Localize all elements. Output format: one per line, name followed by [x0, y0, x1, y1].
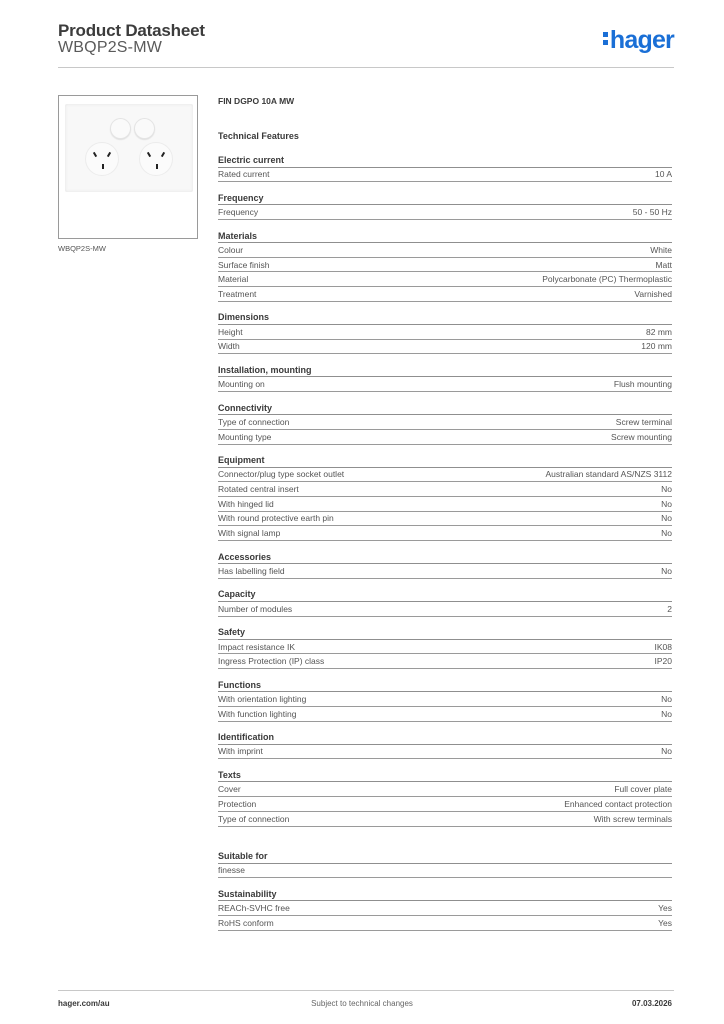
- spec-label: Type of connection: [218, 416, 290, 427]
- spec-section: [218, 364, 672, 392]
- spec-row: [218, 258, 672, 273]
- spec-row: [218, 864, 672, 879]
- spec-value: With screw terminals: [593, 813, 672, 824]
- spec-row: [218, 377, 672, 392]
- spec-value: 50 - 50 Hz: [632, 207, 672, 218]
- spec-row: [218, 325, 672, 340]
- spec-row: [218, 812, 672, 827]
- spec-row: [218, 640, 672, 655]
- spec-section: [218, 731, 672, 759]
- spec-row: [218, 287, 672, 302]
- spec-section: [218, 588, 672, 616]
- spec-label: With orientation lighting: [218, 693, 307, 704]
- spec-row: [218, 654, 672, 669]
- spec-row: [218, 205, 672, 220]
- spec-value: No: [661, 498, 672, 509]
- spec-row: [218, 482, 672, 497]
- spec-label: With round protective earth pin: [218, 513, 334, 524]
- spec-label: Connector/plug type socket outlet: [218, 469, 345, 480]
- spec-row: [218, 782, 672, 797]
- spec-label: Impact resistance IK: [218, 641, 296, 652]
- section-title: Installation, mounting: [218, 364, 672, 378]
- spec-label: Mounting type: [218, 431, 272, 442]
- spec-row: [218, 602, 672, 617]
- spec-row: [218, 564, 672, 579]
- spec-value: Screw mounting: [611, 431, 672, 442]
- spec-row: [218, 901, 672, 916]
- spec-row: [218, 415, 672, 430]
- spec-label: Height: [218, 326, 243, 337]
- footer-website: hager.com/au: [58, 999, 110, 1008]
- spec-value: No: [661, 693, 672, 704]
- section-title: Equipment: [218, 454, 672, 468]
- spec-row: [218, 272, 672, 287]
- extra-spec-sections: [218, 850, 672, 931]
- spec-label: Colour: [218, 244, 244, 255]
- spec-label: RoHS conform: [218, 917, 274, 928]
- right-switch-icon: [134, 118, 155, 139]
- spec-label: Ingress Protection (IP) class: [218, 656, 325, 667]
- socket-plate-illustration: [65, 104, 193, 192]
- spec-label: With signal lamp: [218, 528, 281, 539]
- logo-text: hager: [609, 26, 674, 54]
- spec-value: 82 mm: [646, 326, 672, 337]
- spec-label: Number of modules: [218, 603, 293, 614]
- spec-row: [218, 340, 672, 355]
- spec-value: White: [650, 244, 672, 255]
- spec-label: With hinged lid: [218, 498, 274, 509]
- spec-value: No: [661, 513, 672, 524]
- product-image-caption: WBQP2S-MW: [58, 244, 106, 253]
- section-title: Suitable for: [218, 850, 672, 864]
- technical-features-heading: Technical Features: [218, 131, 299, 141]
- spec-label: Rated current: [218, 169, 270, 180]
- spec-label: With imprint: [218, 746, 263, 757]
- spec-section: [218, 769, 672, 827]
- section-title: Functions: [218, 679, 672, 693]
- section-title: Capacity: [218, 588, 672, 602]
- spec-section: [218, 192, 672, 220]
- spec-section: [218, 230, 672, 302]
- footer-divider: [58, 990, 674, 991]
- spec-value: Flush mounting: [613, 379, 672, 390]
- spec-label: With function lighting: [218, 708, 297, 719]
- product-code: WBQP2S-MW: [58, 39, 163, 56]
- spec-label: Protection: [218, 798, 257, 809]
- spec-label: REACh-SVHC free: [218, 903, 290, 914]
- spec-label: Material: [218, 274, 249, 285]
- section-title: Connectivity: [218, 402, 672, 416]
- spec-label: finesse: [218, 865, 245, 876]
- spec-value: Full cover plate: [614, 784, 672, 795]
- section-title: Materials: [218, 230, 672, 244]
- left-socket-icon: [85, 142, 119, 176]
- spec-row: [218, 512, 672, 527]
- logo-colon-icon: [603, 30, 608, 46]
- section-title: Electric current: [218, 154, 672, 168]
- spec-value: Varnished: [634, 288, 672, 299]
- spec-value: 120 mm: [641, 341, 672, 352]
- section-title: Dimensions: [218, 311, 672, 325]
- spec-label: Has labelling field: [218, 565, 285, 576]
- spec-value: 10 A: [654, 169, 672, 180]
- hager-logo: [603, 26, 674, 55]
- spec-section: [218, 850, 672, 878]
- spec-value: No: [661, 708, 672, 719]
- spec-row: [218, 745, 672, 760]
- spec-label: Surface finish: [218, 259, 270, 270]
- spec-value: Yes: [658, 903, 672, 914]
- spec-row: [218, 526, 672, 541]
- product-name: FIN DGPO 10A MW: [218, 96, 295, 106]
- spec-row: [218, 243, 672, 258]
- spec-label: Cover: [218, 784, 241, 795]
- spec-row: [218, 430, 672, 445]
- spec-row: [218, 707, 672, 722]
- spec-value: No: [661, 528, 672, 539]
- spec-label: Mounting on: [218, 379, 265, 390]
- spec-sections: [218, 154, 672, 827]
- spec-value: Australian standard AS/NZS 3112: [545, 469, 672, 480]
- section-title: Identification: [218, 731, 672, 745]
- spec-label: Frequency: [218, 207, 259, 218]
- spec-value: IK08: [654, 641, 672, 652]
- section-title: Texts: [218, 769, 672, 783]
- spec-row: [218, 497, 672, 512]
- spec-value: Polycarbonate (PC) Thermoplastic: [542, 274, 672, 285]
- spec-label: Type of connection: [218, 813, 290, 824]
- spec-value: Yes: [658, 917, 672, 928]
- page-title: Product Datasheet: [58, 21, 205, 40]
- spec-section: [218, 454, 672, 541]
- spec-row: [218, 168, 672, 183]
- spec-section: [218, 154, 672, 182]
- footer-disclaimer: Subject to technical changes: [311, 999, 413, 1008]
- spec-row: [218, 916, 672, 931]
- spec-section: [218, 402, 672, 445]
- spec-label: Treatment: [218, 288, 257, 299]
- left-switch-icon: [110, 118, 131, 139]
- spec-value: IP20: [654, 656, 672, 667]
- right-socket-icon: [139, 142, 173, 176]
- spec-section: [218, 679, 672, 722]
- spec-row: [218, 692, 672, 707]
- spec-value: No: [661, 484, 672, 495]
- section-title: Sustainability: [218, 888, 672, 902]
- spec-row: [218, 797, 672, 812]
- spec-row: [218, 468, 672, 483]
- spec-label: Width: [218, 341, 240, 352]
- spec-value: Screw terminal: [615, 416, 672, 427]
- spec-section: [218, 626, 672, 669]
- spec-section: [218, 551, 672, 579]
- footer-date: 07.03.2026: [631, 999, 672, 1008]
- spec-section: [218, 311, 672, 354]
- spec-section: [218, 888, 672, 931]
- spec-value: Enhanced contact protection: [564, 798, 672, 809]
- header-divider: [58, 67, 674, 68]
- product-image: [58, 95, 198, 239]
- spec-value: 2: [667, 603, 672, 614]
- spec-label: Rotated central insert: [218, 484, 299, 495]
- spec-content: [218, 96, 672, 940]
- section-title: Frequency: [218, 192, 672, 206]
- section-title: Safety: [218, 626, 672, 640]
- section-title: Accessories: [218, 551, 672, 565]
- spec-value: No: [661, 746, 672, 757]
- spec-value: No: [661, 565, 672, 576]
- spec-value: Matt: [655, 259, 672, 270]
